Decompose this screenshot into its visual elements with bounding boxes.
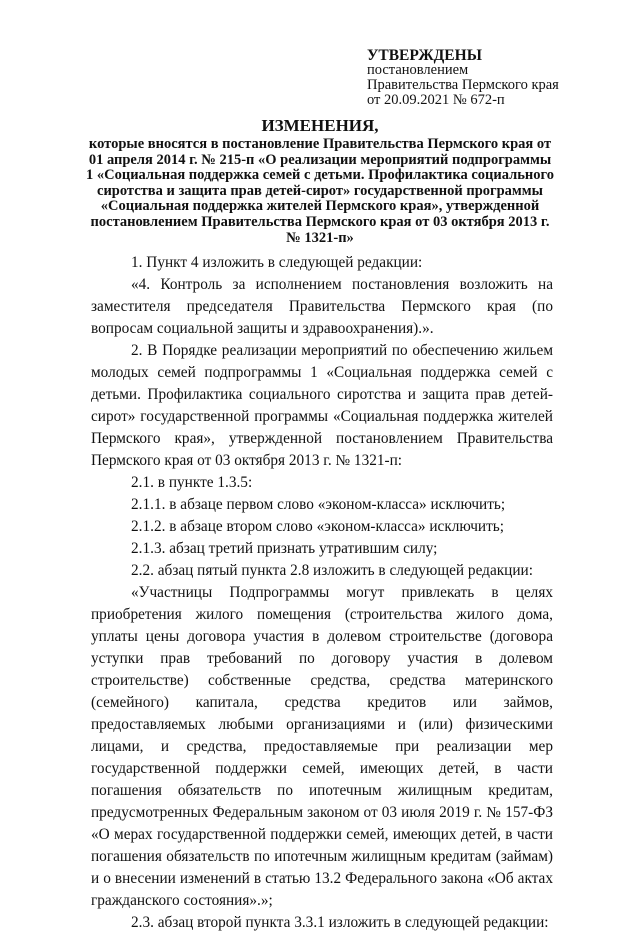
- paragraph-3: 2. В Порядке реализации мероприятий по обеспечению жильем молодых семей подпрограммы 1 «Социальная поддержка семей с детьми. Профилактика социального сиротства и защита прав детей-сирот» государственной программы «Социальная поддержка жителей Пермского края», утвержденной постановлением Правительства Пермского края от 03 октября 2013 г. № 1321-п:: [91, 342, 553, 469]
- paragraph-8: 2.2. абзац пятый пункта 2.8 изложить в следующей редакции:: [131, 562, 533, 579]
- paragraph-10: 2.3. абзац второй пункта 3.3.1 изложить в следующей редакции:: [131, 914, 549, 931]
- approval-line-3: от 20.09.2021 № 672-п: [367, 92, 505, 108]
- paragraph-6: 2.1.2. в абзаце втором слово «эконом-класса» исключить;: [131, 518, 505, 535]
- paragraph-5: 2.1.1. в абзаце первом слово «эконом-класса» исключить;: [131, 496, 506, 513]
- approval-title: УТВЕРЖДЕНЫ: [367, 47, 482, 64]
- paragraph-2: «4. Контроль за исполнением постановления возложить на заместителя председателя Правительства Пермского края (по вопросам социальной защиты и здравоохранения).».: [91, 276, 553, 337]
- paragraph-1: 1. Пункт 4 изложить в следующей редакции:: [131, 254, 423, 271]
- document-body: [91, 252, 553, 934]
- approval-stamp: [367, 48, 617, 108]
- document-subtitle: которые вносятся в постановление Правительства Пермского края от 01 апреля 2014 г. № 215-п «О реализации мероприятий подпрограммы 1 «Социальная поддержка семей с детьми. Профилактика социального сиротства и защита прав детей-сирот» государственной программы «Социальная поддержка жителей Пермского края», утвержденной постановлением Правительства Пермского края от 03 октября 2013 г. № 1321-п»: [86, 136, 554, 246]
- paragraph-7: 2.1.3. абзац третий признать утратившим силу;: [131, 540, 438, 557]
- approval-line-1: постановлением: [367, 62, 469, 78]
- paragraph-4: 2.1. в пункте 1.3.5:: [131, 474, 253, 491]
- document-title: ИЗМЕНЕНИЯ,: [261, 116, 379, 135]
- paragraph-9: «Участницы Подпрограммы могут привлекать в целях приобретения жилого помещения (строительства жилого дома, уплаты цены договора участия в долевом строительстве (договора уступки прав требований по договору участия в долевом строительстве) собственные средства, средства материнского (семейного) капитала, средства кредитов или займов, предоставляемых любыми организациями и (или) физическими лицами, и средства, предоставляемые при реализации мер государственной поддержки семей, имеющих детей, в части погашения обязательств по ипотечным жилищным кредитам, предусмотренных Федеральным законом от 03 июля 2019 г. № 157-ФЗ «О мерах государственной поддержки семей, имеющих детей, в части погашения обязательств по ипотечным жилищным кредитам (займам) и о внесении изменений в статью 13.2 Федерального закона «Об актах гражданского состояния».»;: [91, 584, 553, 909]
- approval-line-2: Правительства Пермского края: [367, 77, 559, 93]
